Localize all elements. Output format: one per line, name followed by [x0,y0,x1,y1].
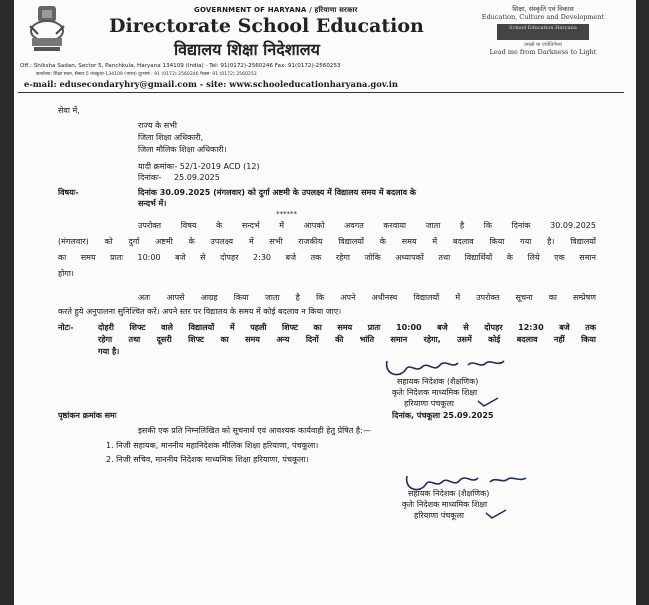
signatory-2-line-2: कृतेः निदेशक माध्यमिक शिक्षा [402,500,488,509]
paragraph-1-line-1: उपरोक्त विषय के सन्दर्भ में आपको अवगत करवाया जाता है कि दिनांक 30.09.2025 [138,221,596,230]
note-label: नोटः- [58,323,74,332]
paragraph-1-line-2: (मंगलवार) को दुर्गा अष्टमी के उपलक्ष्य में सभी राजकीय विद्यालयों के समय में बदलाव किया गया है। विद्यालयों [58,237,596,246]
copy-recipient-2: 2. निजी सचिव, माननीय निदेशक माध्यमिक शिक्षा हरियाणा, पंचकूला। [106,455,309,464]
signatory-2-designation: सहायक निदेशक (शैक्षणिक) [408,489,490,498]
paragraph-1-line-4: होगा। [58,269,74,278]
haryana-emblem-icon [24,4,70,54]
government-line: GOVERNMENT OF HARYANA / हरियाणा सरकार [194,6,358,14]
reference-label: यादी क्रमांकः- [138,162,178,171]
addressee-line-1: राज्य के सभी [138,121,177,130]
directorate-title-hindi: विद्यालय शिक्षा निदेशालय [174,40,320,59]
signatory-1-line-2: कृतेः निदेशक माध्यमिक शिक्षा [392,388,478,397]
logo-line-1: शिक्षा, संस्कृति एवं विकास [512,5,574,13]
addressee-line-2: जिला शिक्षा अधिकारी, [138,133,204,142]
subject-line-2: सन्दर्भ में। [138,199,167,208]
letter-date [138,172,220,183]
logo-line-3: तमसो मा ज्योतिर्गमय [524,42,562,48]
directorate-title-english: Directorate School Education [109,15,424,37]
date-value: 25.09.2025 [174,173,220,182]
logo-box: School Education Haryana [497,24,589,40]
signature-1-tick [476,396,500,408]
signatory-1-line-3: हरियाणा पंचकूला [404,399,454,408]
paragraph-2-line-1: अतः आपसे आग्रह किया जाता है कि अपने अधीनस्थ विद्यालयों में उपरोक्त सूचना का सम्प्रेषण [138,293,596,302]
signatory-1-designation: सहायक निदेशक (शैक्षणिक) [397,377,479,386]
address-hindi: कार्यालय: शिक्षा सदन, सैक्टर 5 पंचकूला-134109 (भारत) दूरभाष : 91 (0172) 2560246 फैक्स: 91 (0172) 2560253 [36,72,257,77]
logo-line-2: Education, Culture and Development [481,13,605,21]
subject-label: विषयः- [58,188,79,197]
logo-line-4: Lead me from Darkness to Light [489,48,597,56]
address-english: Off.: Shiksha Sadan, Sector 5, Panchkula, Haryana 134109 (India) - Tel: 91(0172)-2560246 Fax: 91(0172)-2560253 [20,63,341,69]
endorsement-date: दिनांक, पंचकूला 25.09.2025 [392,411,494,420]
copy-recipient-1: 1. निजी सहायक, माननीय महानिदेशक मौलिक शिक्षा हरियाणा, पंचकूला। [106,441,319,450]
copy-intro: इसकी एक प्रति निम्नलिखित को सूचनार्थ एवं आवश्यक कार्यवाही हेतु प्रेषित है:— [138,426,371,435]
note-line-1: दोहरी शिफ्ट वाले विद्यालयों में पहली शिफ्ट का समय प्रातः 10:00 बजे से दोपहर 12:30 बजे तक [98,323,596,332]
note-line-3: गया है। [98,347,120,356]
note-line-2: रहेगा तथा दूसरी शिफ्ट का समय अन्य दिनों की भांति समान रहेगा, उसमें कोई बदलाव नहीं किया [98,335,596,344]
email-site-line: e-mail: edusecondaryhry@gmail.com - site: www.schooleducationharyana.gov.in [24,79,399,89]
subject-line-1: दिनांक 30.09.2025 (मंगलवार) को दुर्गा अष्टमी के उपलक्ष्य में विद्यालय समय में बदलाव के [138,188,416,197]
education-logo [469,4,617,56]
letter-page [14,0,636,605]
paragraph-2-line-2: करते हुये अनुपालना सुनिश्चित करें। अपने स्तर पर विद्यालय के समय में कोई बदलाव न किया जाए। [58,307,342,316]
signatory-2-line-3: हरियाणा पंचकूला [414,511,464,520]
reference-value: 52/1-2019 ACD (12) [179,162,260,171]
separator-stars: ****** [276,210,297,218]
header-divider [18,92,624,93]
salutation: सेवा में, [58,106,80,115]
signature-2-tick [484,508,508,520]
reference-number [138,161,260,172]
addressee-line-3: जिला मौलिक शिक्षा अधिकारी। [138,145,227,154]
paragraph-1-line-3: का समय प्रातः 10:00 बजे से दोपहर 2:30 बजे तक रहेगा जोकि अध्यापकों तथा विद्यार्थियों के लिये एक समान [58,253,596,262]
endorsement-label: पृष्ठांकन क्रमांक समः [58,411,117,420]
date-label: दिनांकः- [138,173,162,182]
